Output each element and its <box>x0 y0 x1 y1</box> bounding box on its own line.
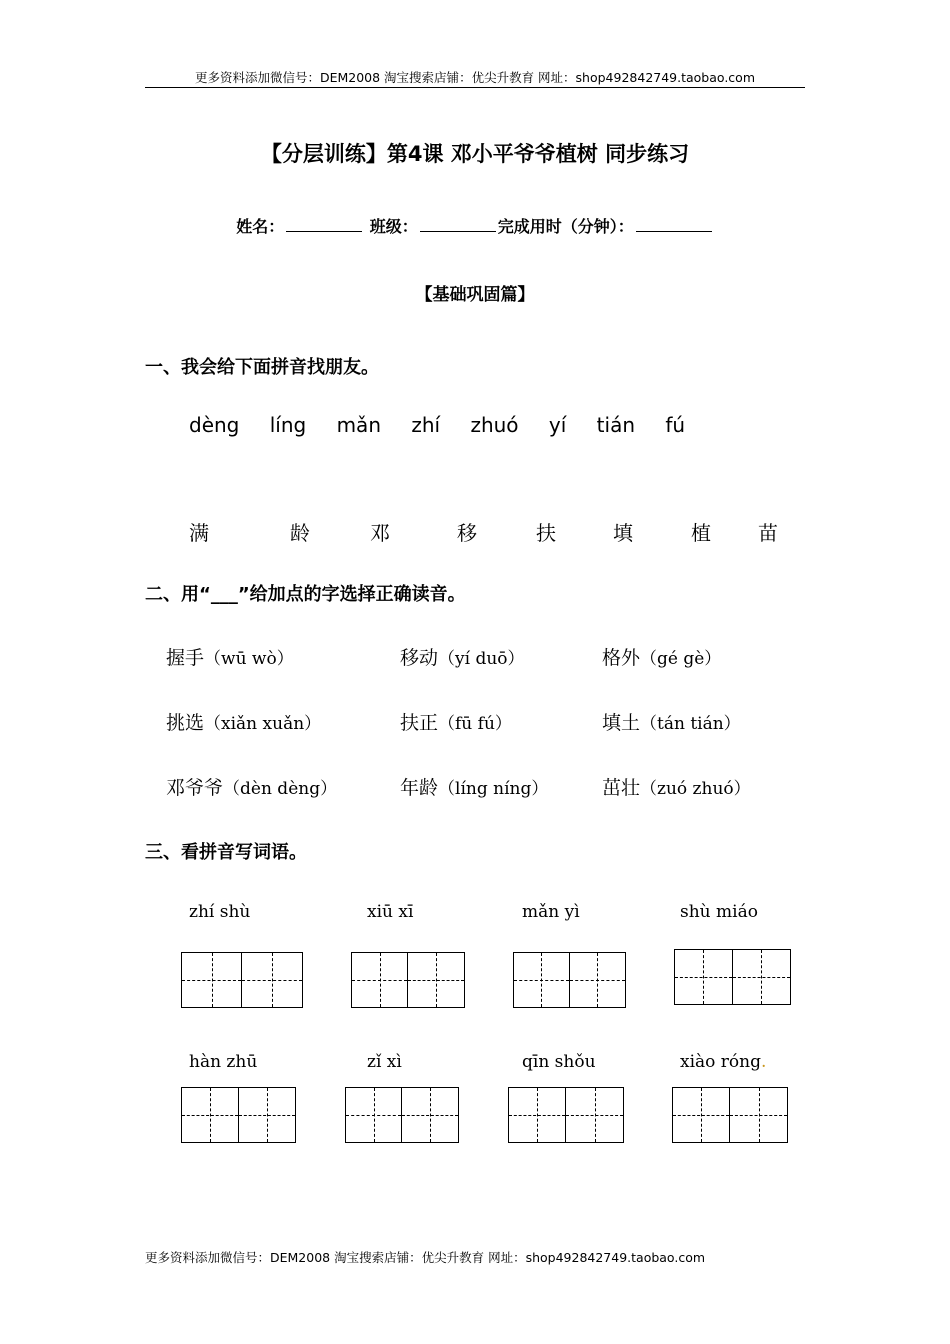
char-item: 满 <box>189 521 209 545</box>
char-item: 填 <box>613 521 633 545</box>
pinyin-item: líng <box>269 413 307 437</box>
question-1-title: 一、我会给下面拼音找朋友。 <box>145 357 379 378</box>
choice-item[interactable]: 填土（tán tián） <box>602 712 741 734</box>
student-info <box>0 214 950 237</box>
char-item: 苗 <box>758 521 778 545</box>
section-heading: 【基础巩固篇】 <box>415 285 535 305</box>
pinyin-item: yí <box>548 413 567 437</box>
writing-grid[interactable] <box>181 1087 296 1143</box>
pinyin-prompt: xiào róng. <box>680 1052 767 1072</box>
writing-grid[interactable] <box>672 1087 788 1143</box>
pinyin-prompt: hàn zhū <box>189 1052 258 1072</box>
choice-item[interactable]: 年龄（líng níng） <box>400 777 549 799</box>
writing-grid[interactable] <box>508 1087 624 1143</box>
pinyin-item: tián <box>596 413 636 437</box>
time-blank[interactable] <box>636 215 712 232</box>
name-blank[interactable] <box>286 215 362 232</box>
pinyin-prompt: qīn shǒu <box>522 1052 596 1072</box>
class-blank[interactable] <box>420 215 496 232</box>
q1-pinyin-row <box>189 413 709 437</box>
choice-item[interactable]: 茁壮（zuó zhuó） <box>602 777 751 799</box>
name-label: 姓名： <box>236 217 285 236</box>
char-item: 邓 <box>370 521 390 545</box>
writing-grid[interactable] <box>181 952 303 1008</box>
choice-item[interactable]: 邓爷爷（dèn dèng） <box>166 777 338 799</box>
pinyin-item: fú <box>665 413 686 437</box>
time-label: 完成用时（分钟）： <box>497 217 634 236</box>
pinyin-prompt: mǎn yì <box>522 902 580 922</box>
char-item: 植 <box>691 521 711 545</box>
question-2-title: 二、用“___”给加点的字选择正确读音。 <box>145 584 466 605</box>
choice-item[interactable]: 移动（yí duō） <box>400 647 525 669</box>
pinyin-prompt: xiū xī <box>367 902 414 922</box>
pinyin-prompt: zǐ xì <box>367 1052 402 1072</box>
writing-grid[interactable] <box>351 952 465 1008</box>
pinyin-prompt: shù miáo <box>680 902 758 922</box>
choice-item[interactable]: 扶正（fū fú） <box>400 712 512 734</box>
char-item: 移 <box>457 521 477 545</box>
page-footer: 更多资料添加微信号：DEM2008 淘宝搜索店铺：优尖升教育 网址：shop492842749.taobao.com <box>145 1250 706 1265</box>
page-title: 【分层训练】第4课 邓小平爷爷植树 同步练习 <box>260 142 690 166</box>
char-item: 扶 <box>536 521 556 545</box>
question-3-title: 三、看拼音写词语。 <box>145 842 307 863</box>
choice-item[interactable]: 挑选（xiǎn xuǎn） <box>166 712 322 734</box>
pinyin-prompt: zhí shù <box>189 902 251 922</box>
header-divider <box>145 87 805 88</box>
writing-grid[interactable] <box>345 1087 459 1143</box>
writing-grid[interactable] <box>513 952 626 1008</box>
pinyin-item: mǎn <box>336 413 381 437</box>
writing-grid[interactable] <box>674 949 791 1005</box>
pinyin-item: dèng <box>189 413 240 437</box>
class-label: 班级： <box>369 217 418 236</box>
page-header: 更多资料添加微信号：DEM2008 淘宝搜索店铺：优尖升教育 网址：shop492842749.taobao.com <box>194 70 756 85</box>
choice-item[interactable]: 握手（wū wò） <box>166 647 294 669</box>
pinyin-item: zhuó <box>470 413 519 437</box>
char-item: 龄 <box>290 521 310 545</box>
choice-item[interactable]: 格外（gé gè） <box>602 647 722 669</box>
pinyin-item: zhí <box>411 413 441 437</box>
